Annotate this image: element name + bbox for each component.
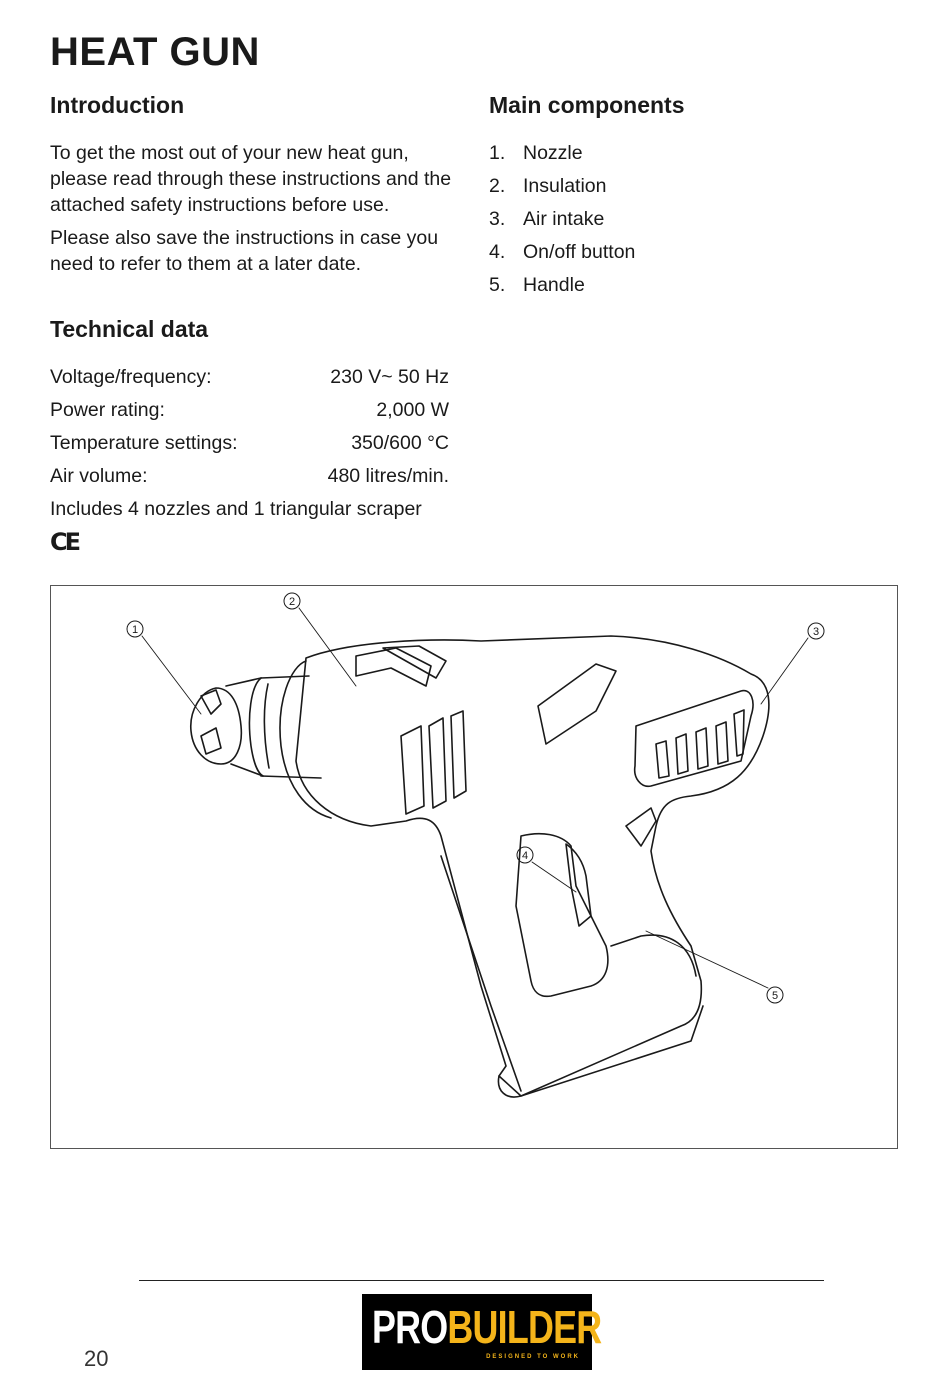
page-title: HEAT GUN (50, 30, 260, 74)
item-number: 2. (489, 175, 506, 197)
list-item (489, 206, 635, 239)
table-row (50, 430, 449, 463)
list-item (489, 239, 635, 272)
list-item (489, 173, 635, 206)
item-label: Insulation (523, 175, 607, 197)
table-row (50, 463, 449, 496)
spec-label: Voltage/frequency: (50, 366, 212, 388)
technical-heading: Technical data (50, 316, 209, 342)
components-list (489, 140, 635, 305)
list-item (489, 140, 635, 173)
introduction-heading: Introduction (50, 92, 185, 118)
callout-label: 2 (288, 596, 296, 608)
item-number: 3. (489, 208, 506, 230)
callout-circles (127, 593, 824, 1003)
item-label: Air intake (523, 208, 605, 230)
item-number: 4. (489, 241, 506, 263)
callout-label: 1 (131, 624, 139, 636)
introduction-paragraph-1: To get the most out of your new heat gun, please read through these instructions and the attached safety instructions before use. (50, 142, 452, 216)
logo-wordmark (372, 1300, 601, 1354)
introduction-paragraph-2: Please also save the instructions in case you need to refer to them at a later date. (50, 227, 439, 275)
spec-value: 480 litres/min. (327, 465, 449, 487)
item-label: On/off button (523, 241, 636, 263)
components-heading: Main components (489, 92, 685, 118)
item-number: 5. (489, 274, 506, 296)
ce-mark-icon: CE (50, 528, 79, 556)
item-label: Nozzle (523, 142, 583, 164)
logo-builder: BUILDER (447, 1301, 602, 1353)
spec-label: Power rating: (50, 399, 165, 421)
item-number: 1. (489, 142, 506, 164)
spec-label: Air volume: (50, 465, 148, 487)
callout-label: 4 (521, 850, 529, 862)
callout-leaders (142, 608, 808, 988)
page-number: 20 (84, 1346, 109, 1371)
spec-label: Temperature settings: (50, 432, 238, 454)
table-row (50, 364, 449, 397)
callout-label: 3 (812, 626, 820, 638)
heat-gun-diagram (50, 585, 898, 1149)
table-row (50, 397, 449, 430)
list-item (489, 272, 635, 305)
includes-note: Includes 4 nozzles and 1 triangular scraper (50, 498, 422, 520)
callout-label: 5 (771, 990, 779, 1002)
spec-value: 230 V~ 50 Hz (330, 366, 449, 388)
probuilder-logo (362, 1294, 602, 1370)
item-label: Handle (523, 274, 585, 296)
spec-value: 350/600 °C (351, 432, 449, 454)
heat-gun-illustration (191, 636, 769, 1097)
footer-divider (139, 1280, 824, 1281)
logo-pro: PRO (372, 1301, 448, 1353)
technical-data-table (50, 364, 449, 529)
logo-tagline: DESIGNED TO WORK (486, 1354, 580, 1360)
spec-value: 2,000 W (376, 399, 449, 421)
